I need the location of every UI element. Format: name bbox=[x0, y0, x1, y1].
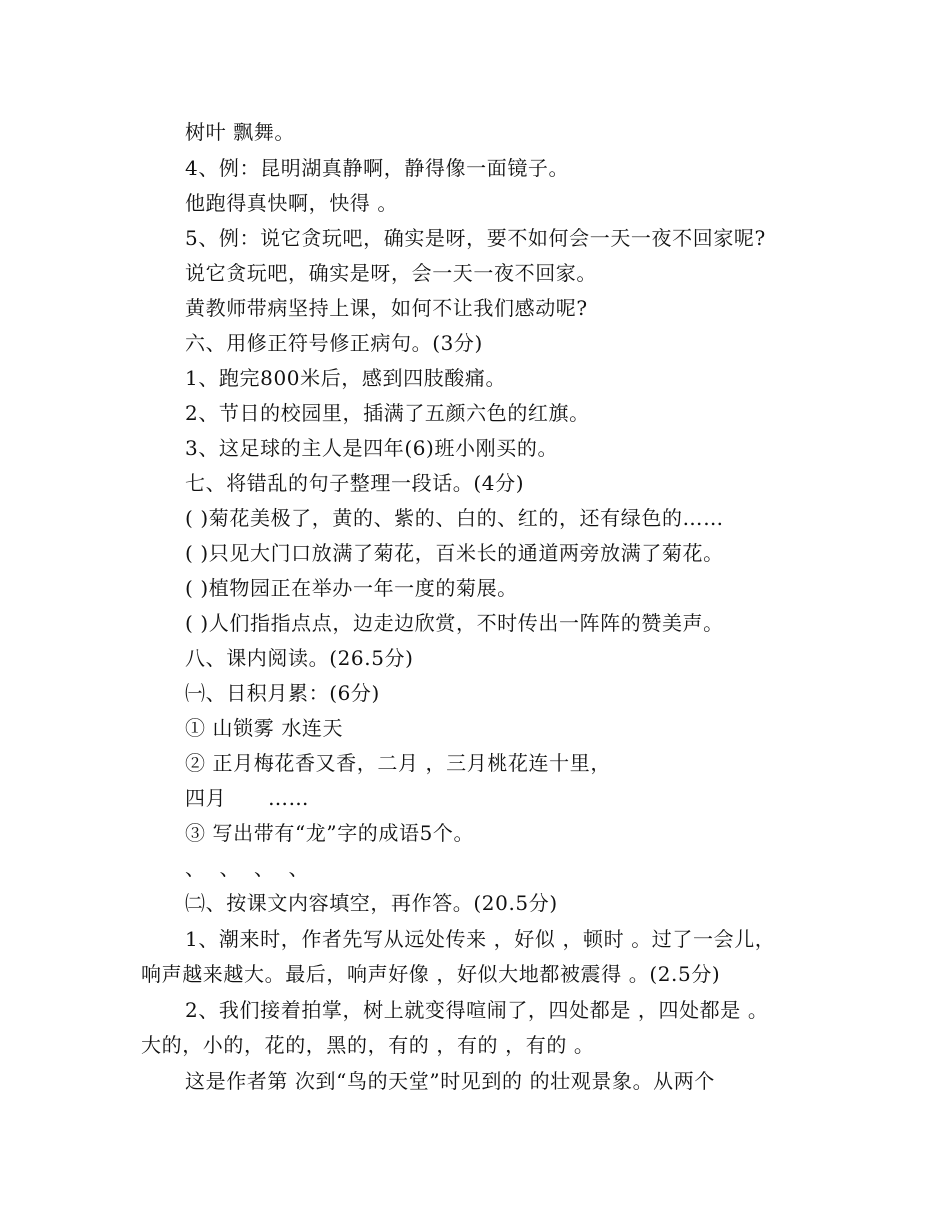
text-line: 2、我们接着拍掌，树上就变得喧闹了，四处都是 ，四处都是 。 bbox=[185, 998, 769, 1022]
section-heading: 八、课内阅读。(26.5分) bbox=[185, 646, 414, 670]
text-line: 他跑得真快啊，快得 。 bbox=[185, 191, 398, 215]
section-heading: 六、用修正符号修正病句。(3分) bbox=[185, 331, 483, 355]
text-line: ( )只见大门口放满了菊花，百米长的通道两旁放满了菊花。 bbox=[185, 541, 724, 565]
text-line: ① 山锁雾 水连天 bbox=[185, 716, 344, 740]
section-heading: 七、将错乱的句子整理一段话。(4分) bbox=[185, 471, 525, 495]
subsection-heading: ㈡、按课文内容填空，再作答。(20.5分) bbox=[185, 891, 558, 915]
text-line: 这是作者第 次到“鸟的天堂”时见到的 的壮观景象。从两个 bbox=[185, 1069, 715, 1093]
text-line: 5、例：说它贪玩吧，确实是呀，要不如何会一天一夜不回家呢? bbox=[185, 226, 766, 250]
text-line: ② 正月梅花香又香，二月 ，三月桃花连十里， bbox=[185, 751, 611, 775]
text-line: 说它贪玩吧，确实是呀，会一天一夜不回家。 bbox=[185, 261, 597, 285]
subsection-heading: ㈠、日积月累：(6分) bbox=[185, 681, 380, 705]
text-line: 响声越来越大。最后，响声好像 ，好似大地都被震得 。(2.5分) bbox=[141, 962, 721, 986]
text-line: ③ 写出带有“龙”字的成语5个。 bbox=[185, 821, 475, 845]
text-line: 树叶 飘舞。 bbox=[185, 120, 295, 144]
text-line: 1、潮来时，作者先写从远处传来 ，好似 ，顿时 。过了一会儿， bbox=[185, 927, 776, 951]
text-line: 黄教师带病坚持上课，如何不让我们感动呢? bbox=[185, 296, 588, 320]
text-line: ( )菊花美极了，黄的、紫的、白的、红的，还有绿色的…… bbox=[185, 506, 724, 530]
text-line: 大的，小的，花的，黑的，有的 ，有的 ，有的 。 bbox=[141, 1033, 595, 1057]
text-line: 1、跑完800米后，感到四肢酸痛。 bbox=[185, 366, 507, 390]
text-line: 、 、 、 、 bbox=[185, 856, 310, 880]
text-line: 4、例：昆明湖真静啊，静得像一面镜子。 bbox=[185, 156, 570, 180]
text-line: 3、这足球的主人是四年(6)班小刚买的。 bbox=[185, 436, 559, 460]
text-line: 四月 …… bbox=[185, 786, 310, 810]
text-line: ( )人们指指点点，边走边欣赏，不时传出一阵阵的赞美声。 bbox=[185, 611, 724, 635]
text-line: ( )植物园正在举办一年一度的菊展。 bbox=[185, 576, 518, 600]
text-line: 2、节日的校园里，插满了五颜六色的红旗。 bbox=[185, 401, 590, 425]
